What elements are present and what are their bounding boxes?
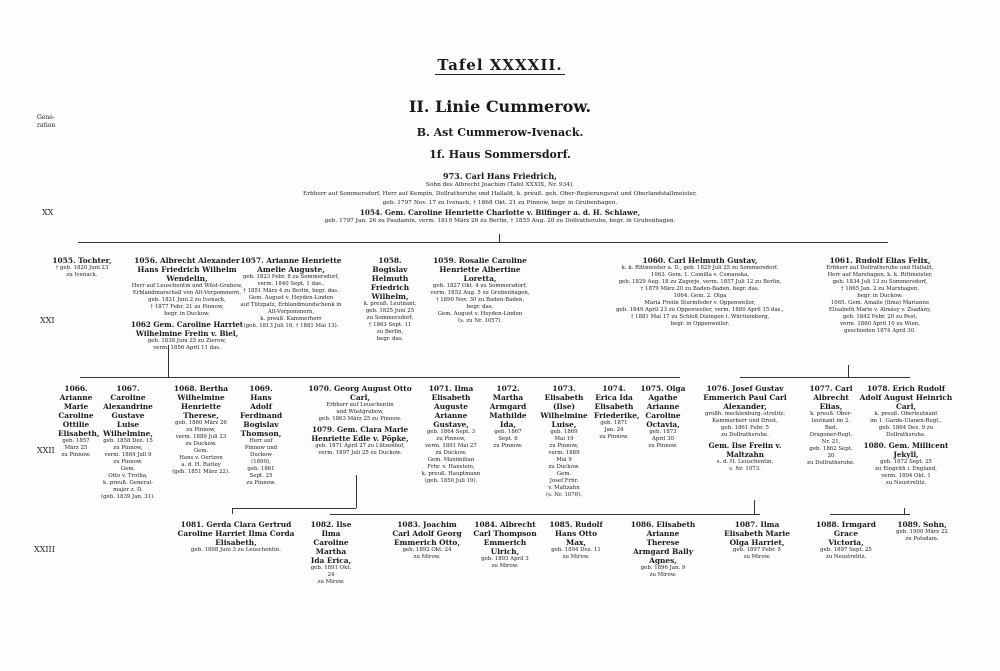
person-detail: geb. 1897 Sept. 25 [820, 547, 872, 553]
generation-header-line: ration [37, 122, 56, 129]
person-detail: verm. 1891 Mai 27 [425, 443, 477, 449]
connector [78, 242, 888, 243]
person-name: 1070. Georg August Otto Carl, [308, 384, 412, 402]
person-detail: Erbherr auf Dollrathsruhe und Hallalit, [826, 265, 934, 271]
person-detail: zu Pinnow. [61, 452, 91, 458]
person-detail: im 1. Garde-Ulanen-Regt., [870, 418, 942, 424]
person-detail: † 1890 Nov. 30 zu Baden-Baden, [435, 297, 525, 303]
person-detail: Duckow (1899), [250, 452, 272, 465]
person-detail: zu Mirow. [491, 563, 519, 569]
person-p1055 [52, 256, 112, 279]
person-detail: zu Pinnow, [436, 436, 466, 442]
person-detail: a. d. H. Rattey [181, 462, 221, 468]
person-detail: zu Pinnow. [648, 443, 678, 449]
connector [848, 365, 849, 377]
person-p1072 [488, 384, 528, 450]
person-detail: Pinnow und [244, 445, 278, 451]
person-detail: geb. 1862 Sept. 20 [809, 446, 853, 459]
person-detail: Herr auf Leuschentin und Wüst-Grabow, [131, 283, 243, 289]
person-p1070 [298, 384, 422, 457]
person-detail: verm. 1852 Aug. 5 zu Grubenhagen, [430, 290, 530, 296]
person-detail: verm. 1889 Juli 23 [175, 434, 227, 440]
person-detail: geb. 1896 Jan. 9 [640, 565, 686, 571]
person-p1060 [600, 256, 800, 328]
person-detail: Alt-Vorpommern, [267, 309, 315, 315]
person-detail: † 1851 März 4 zu Berlin, begr. das. [243, 288, 339, 294]
person-name: 1072. Martha Armgard Mathilde Ida, [489, 384, 527, 429]
person-detail: zu Mirow. [649, 572, 677, 578]
person-detail: verm. 1840 Sept. 1 das., [257, 281, 325, 287]
person-detail: geb. 1857 [62, 438, 90, 444]
person-name: 1081. Gerda Clara Gertrud Caroline Harriet Ilma Corda Elisabeth, [177, 520, 295, 547]
connector [830, 514, 910, 515]
root-spouse: 1054. Gem. Caroline Henriette Charlotte v. Bilfinger a. d. H. Schlawe, [359, 208, 641, 217]
person-detail: Maria Freiin Sturmfeder v. Oppenweiler, [644, 300, 756, 306]
person-name: 1082. Ilse Ilma Caroline Martha Ida Erica, [310, 520, 352, 565]
person-name: 1058. Bogislav Helmuth Friedrich Wilhelm, [370, 256, 410, 301]
person-detail: leutnant im 2. Bad. [811, 418, 851, 431]
person-detail: † geb. 1820 Juni 23 [55, 265, 109, 271]
spouse-name: Gem. Ilse Freiin v. Maltzahn [708, 441, 782, 459]
person-detail: † 1863 Sept. 11 [368, 322, 412, 328]
spouse-detail: zu Eingrith i. England, [875, 466, 937, 472]
person-p1071 [420, 384, 482, 485]
person-detail: geb. 1861 [247, 466, 275, 472]
person-name: 1071. Ilma Elisabeth Auguste Arianne Gustave, [428, 384, 474, 429]
person-name: 1076. Josef Gustav Emmerich Paul Carl Alexander, [703, 384, 787, 411]
person-name: 1061. Rudolf Elias Felix, [829, 256, 931, 265]
person-p1085 [546, 520, 606, 561]
person-p1059 [430, 256, 530, 325]
person-p1069 [240, 384, 282, 487]
person-detail: Herr auf Marxhagen, k. k. Rittmeister, [827, 272, 933, 278]
person-detail: zu Mirow. [317, 579, 345, 585]
spouse [128, 320, 246, 352]
person-detail: geb. 1873 [649, 429, 677, 435]
person-detail: k. preuß. General- [103, 480, 153, 486]
person-name: 1078. Erich Rudolf Adolf August Heinrich Carl, [859, 384, 953, 411]
person-p1077 [806, 384, 856, 467]
person-name: 1086. Elisabeth Arianne Therese Armgard Bally Agnes, [630, 520, 696, 565]
person-detail: verm. 1860 April 10 zu Wien, [839, 321, 920, 327]
spouse-detail: verm. 1897 Juli 25 zu Duckow. [318, 450, 402, 456]
spouse [858, 441, 954, 487]
person-detail: zu Duckow. [548, 464, 580, 470]
spouse-detail: s. d. H. Leuschentin, [716, 459, 774, 465]
person-detail: v. Maltzahn [548, 485, 580, 491]
person-detail: April 30 [652, 436, 674, 442]
person-detail: geb. 1897 Febr. 5 [733, 547, 781, 553]
person-p1078 [858, 384, 954, 487]
connector [356, 475, 357, 508]
person-detail: (geb. 1851 März 22). [172, 469, 230, 475]
connector [499, 234, 500, 242]
person-detail: Frhr. v. Hanstein, [427, 464, 475, 470]
person-detail: geb. 1864 Dez. 9 zu [878, 425, 934, 431]
person-p1081 [168, 520, 304, 554]
person-detail: Herr auf [249, 438, 273, 444]
person-detail: verm. 1884 Juli 9 [104, 452, 152, 458]
person-name: 1084. Albrecht Carl Thompson Emmerich Ulrich, [473, 520, 537, 556]
person-detail: zu Mirow. [413, 554, 441, 560]
person-detail: geb. 1823 Febr. 8 zu Sommersdorf, [242, 274, 340, 280]
person-name: 1073. Elisabeth (Ilse) Wilhelmine Luise, [540, 384, 588, 429]
person-detail: 1063. Gem. 1. Camilla v. Csmanska, [650, 272, 750, 278]
person-detail: Gem. August v. Heyden-Linden [248, 295, 334, 301]
person-name: 1083. Joachim Carl Adolf Georg Emmerich Otto, [392, 520, 462, 547]
person-name: 1060. Carl Helmuth Gustav, [642, 256, 758, 265]
person-detail: geb. 1860 März 26 [175, 420, 227, 426]
person-detail: † 1865 Jan. 2 zu Marxhagen, [840, 286, 920, 292]
person-detail: zu Mirow. [743, 554, 771, 560]
person-detail: (s. zu Nr. 1057). [458, 318, 502, 324]
spouse-detail: verm. 1894 Okt. 1 [881, 473, 931, 479]
person-name: 1069. Hans Adolf Ferdinand Bogislav Thomson, [240, 384, 283, 438]
person-detail: Dragoner-Regt. [809, 432, 853, 438]
person-name: 1087. Ilma Elisabeth Marie Olga Harriet, [724, 520, 790, 547]
generation-xxi: XXI [40, 316, 55, 325]
person-detail: zu Pinnow. [246, 480, 276, 486]
person-name: 1077. Carl Albrecht Elias, [809, 384, 853, 411]
person-detail: auf Tützpatz, Erblandmundschenk in [240, 302, 342, 308]
person-p1061 [820, 256, 940, 335]
connector [330, 514, 760, 515]
person-name: 1089. Sohn, [897, 520, 947, 529]
person-detail: zu Berlin, [376, 329, 404, 335]
connector [754, 500, 755, 514]
line-title: II. Linie Cummerow. [408, 97, 592, 116]
person-detail: k. preuß. Hauptmann [421, 471, 481, 477]
person-detail: geb. 1863 März 25 zu Pinnow. [318, 416, 402, 422]
person-name: 1059. Rosalie Caroline Henriette Albertine Loretta, [433, 256, 527, 283]
person-detail: Jan. 24 [604, 427, 624, 433]
root-name: 973. Carl Hans Friedrich, [443, 171, 557, 181]
person-detail: Gem. Maximilian [427, 457, 475, 463]
person-detail: März 25 [64, 445, 88, 451]
person-detail: (geb. 1813 Juli 16, † 1881 Mai 13). [243, 323, 339, 329]
person-detail: geb. 1871 [600, 420, 628, 426]
person-p1068 [170, 384, 232, 476]
person-detail: k. preuß. Oberleutnant [874, 411, 938, 417]
person-detail: Nr. 21, [821, 439, 841, 445]
person-name: 1066. Arianne Marie Caroline Ottilie Elisabeth, [58, 384, 100, 438]
person-detail: begr. in Duckow. [164, 311, 210, 317]
person-detail: zu Duckow. [185, 441, 217, 447]
person-detail: † 1877 Febr. 21 zu Pinnow, [150, 304, 224, 310]
person-p1086 [630, 520, 696, 579]
person-detail: geb. 1869 [550, 429, 578, 435]
person-p1089 [890, 520, 954, 543]
person-detail: (geb. 1850 Juli 19). [424, 478, 478, 484]
person-detail: Otto v. Trotha, [108, 473, 148, 479]
spouse-detail: s. Nr. 1073. [729, 466, 761, 472]
person-detail: geb. 1834 Juli 13 zu Sommersdorf, [832, 279, 928, 285]
spouse-detail: verm. 1856 April 11 das. [153, 345, 221, 351]
person-name: 1055. Tochter, [52, 256, 112, 265]
person-detail: (geb. 1839 Jan. 31). [100, 494, 155, 500]
person-detail: zu Sommersdorf, [366, 315, 414, 321]
person-detail: Gem. [556, 471, 572, 477]
person-detail: Kammerherr und Drost, [712, 418, 778, 424]
person-name: 1068. Bertha Wilhelmine Henriette Therese, [173, 384, 229, 420]
person-p1073 [538, 384, 590, 499]
person-detail: 1064. Gem. 2. Olga [673, 293, 727, 299]
person-p1057 [232, 256, 350, 330]
spouse [298, 425, 422, 457]
person-detail: Mai 9 [556, 457, 572, 463]
spouse-detail: geb. 1871 April 27 zu Lützenhof, [315, 443, 405, 449]
person-name: 1056. Albrecht Alexander Hans Friedrich Wilhelm Wendelin, [134, 256, 240, 283]
spouse-name: 1062 Gem. Caroline Harriet Wilhelmine Freiin v. Biel, [130, 320, 244, 338]
generation-xxiii: XXIII [34, 545, 55, 554]
person-detail: geb. 1891 Okt. 24 [310, 565, 352, 578]
person-detail: major z. D. [113, 487, 143, 493]
person-detail: geb. 1821 Juni 2 zu Ivenack, [148, 297, 226, 303]
generation-header-line: Gene- [37, 114, 55, 121]
person-detail: zu Pinnow. [599, 434, 629, 440]
person-name: 1074. Erica Ida Elisabeth Friederike, [594, 384, 640, 420]
person-detail: Josef Frhr. [549, 478, 579, 484]
person-detail: geb. 1849 April 23 zu Oppenweiler, verm. 1880 April 15 das., [616, 307, 784, 313]
person-detail: zu Dollrathsruhe. [721, 432, 769, 438]
person-detail: geb. 1900 März 22 [896, 529, 948, 535]
root-line: Erbherr auf Sommersdorf, Herr auf Kempin, Dollrathsruhe und Hallalit, k. preuß. geh. Ober-Regierungsrat und Oberlandstallmeister, [303, 191, 697, 197]
person-detail: zu Pinnow. [493, 443, 523, 449]
person-p1058 [362, 256, 418, 343]
person-detail: Erbherr auf Leuschentin [326, 402, 394, 408]
person-detail: begr. in Duckow. [857, 293, 903, 299]
person-detail: k. preuß. Kammerherr [260, 316, 322, 322]
person-detail: zu Mirow. [562, 554, 590, 560]
person-p1084 [470, 520, 540, 570]
person-detail: geb. 1898 Juni 3 zu Leuschentin. [191, 547, 281, 553]
person-detail: geschieden 1874 April 30. [844, 328, 916, 334]
person-name: 1067. Caroline Alexandrine Gustave Luise Wilhelmine, [103, 384, 153, 438]
person-detail: geb. 1825 Juni 25 [365, 308, 415, 314]
person-detail: geb. 1892 Okt. 24 [402, 547, 452, 553]
person-detail: geb. 1864 Sept. 3 [426, 429, 476, 435]
person-detail: zu Pinnow, [549, 443, 579, 449]
person-detail: zu Pinnow, [113, 445, 143, 451]
person-p1088 [816, 520, 876, 561]
root-line: geb. 1797 Nov. 17 zu Ivenack, † 1868 Okt. 21 zu Pinnow, begr. in Grubenhagen. [382, 200, 618, 206]
plate-title: Tafel XXXXII. [437, 56, 563, 74]
person-p1066 [58, 384, 100, 459]
spouse [690, 441, 800, 473]
person-p1083 [392, 520, 462, 561]
person-detail: † 1879 März 20 zu Baden-Baden, begr. das. [640, 286, 760, 292]
person-detail: Gem. August v. Heyden-Linden [437, 311, 523, 317]
spouse-detail: geb. 1838 Juni 25 zu Zierow, [147, 338, 227, 344]
person-detail: geb. 1829 Aug. 18 zu Zagorje, verm. 1857 Juli 12 zu Berlin, [618, 279, 782, 285]
connector [232, 508, 356, 509]
person-p1087 [722, 520, 792, 561]
connector [740, 377, 910, 378]
person-p1075 [640, 384, 686, 450]
root-person [280, 172, 720, 226]
generation-xx: XX [42, 208, 54, 217]
person-detail: geb. 1827 Okt. 4 zu Sommersdorf, [433, 283, 527, 289]
house-title: 1f. Haus Sommersdorf. [429, 148, 571, 161]
person-detail: k. k. Rittmeister a. D., geb. 1829 Juli 25 zu Sommersdorf. [621, 265, 779, 271]
person-p1082 [308, 520, 354, 586]
person-detail: Erblandmarschall von Alt-Vorpommern, [132, 290, 242, 296]
spouse-name: 1080. Gem. Millicent Jekyll, [863, 441, 949, 459]
person-detail: 1065. Gem. Amalie (Ilma) Marianne Elisabeth Marie v. Almásy v. Zsadány, [828, 300, 932, 313]
person-detail: geb. 1858 Dez. 15 [103, 438, 153, 444]
person-detail: Sept. 6 [498, 436, 518, 442]
person-detail: † 1881 Mai 17 zu Schloß Dizingen i. Württemberg, [630, 314, 770, 320]
person-p1074 [594, 384, 640, 441]
person-detail: geb. 1867 [494, 429, 522, 435]
root-line: Sohn des Albrecht Joachim (Tafel XXXIX, Nr. 934), [425, 182, 575, 188]
person-detail: zu Dollrathsruhe. [807, 460, 855, 466]
person-name: 1075. Olga Agathe Arianne Caroline Octavia, [640, 384, 686, 429]
generation-xxii: XXII [37, 446, 55, 455]
person-p1076 [690, 384, 800, 473]
person-detail: begr. in Oppenweiler. [670, 321, 730, 327]
person-name: 1088. Irmgard Grace Victoria, [816, 520, 876, 547]
generation-column-header [37, 114, 55, 130]
branch-title: B. Ast Cummerow-Ivenack. [416, 126, 584, 139]
root-line: geb. 1797 Jan. 26 zu Pasdamin, verm. 1819 März 26 zu Berlin, † 1855 Aug. 20 zu Dollrathsruhe, begr. in Grubenhagen. [324, 218, 676, 224]
person-detail: Sept. 25 [249, 473, 273, 479]
person-detail: (s. Nr. 1076). [546, 492, 582, 498]
person-detail: zu Neustrelitz. [825, 554, 867, 560]
person-p1067 [100, 384, 156, 501]
person-detail: Gem. [120, 466, 136, 472]
person-detail: und Wüstgrabow, [336, 409, 384, 415]
person-detail: geb. 1861 Febr. 5 [721, 425, 769, 431]
person-detail: zu Pinnow. [113, 459, 143, 465]
person-detail: zu Potsdam. [905, 536, 939, 542]
person-detail: geb. 1893 April 3 [481, 556, 529, 562]
person-detail: verm. 1889 [548, 450, 580, 456]
person-detail: begr. das. [466, 304, 494, 310]
person-detail: Gem. [193, 448, 209, 454]
person-detail: zu Pinnow, [186, 427, 216, 433]
person-name: 1057. Arianne Henriette Amelie Auguste, [240, 256, 342, 274]
person-detail: geb. 1842 Febr. 20 zu Pest, [842, 314, 918, 320]
spouse-detail: zu Neustrelitz. [885, 480, 927, 486]
person-detail: geb. 1894 Dez. 11 [551, 547, 601, 553]
person-name: 1085. Rudolf Hans Otto Max, [549, 520, 603, 547]
person-detail: begr. das. [376, 336, 404, 342]
person-detail: Mai 19 [554, 436, 574, 442]
person-p1056 [128, 256, 246, 352]
person-detail: Dollrathsruhe. [886, 432, 926, 438]
connector [80, 377, 680, 378]
person-detail: Hans v. Oertzen [179, 455, 223, 461]
person-detail: großh. mecklenburg.-strelitz. [704, 411, 786, 417]
person-detail: k. preuß. Leutnant, [363, 301, 417, 307]
person-detail: k. preuß. Ober- [810, 411, 852, 417]
spouse-name: 1079. Gem. Clara Marie Henriette Edle v. Pöpke, [311, 425, 409, 443]
person-detail: zu Ivenack. [66, 272, 98, 278]
spouse-detail: geb. 1872 Sept. 25 [880, 459, 932, 465]
person-detail: zu Duckow. [435, 450, 467, 456]
